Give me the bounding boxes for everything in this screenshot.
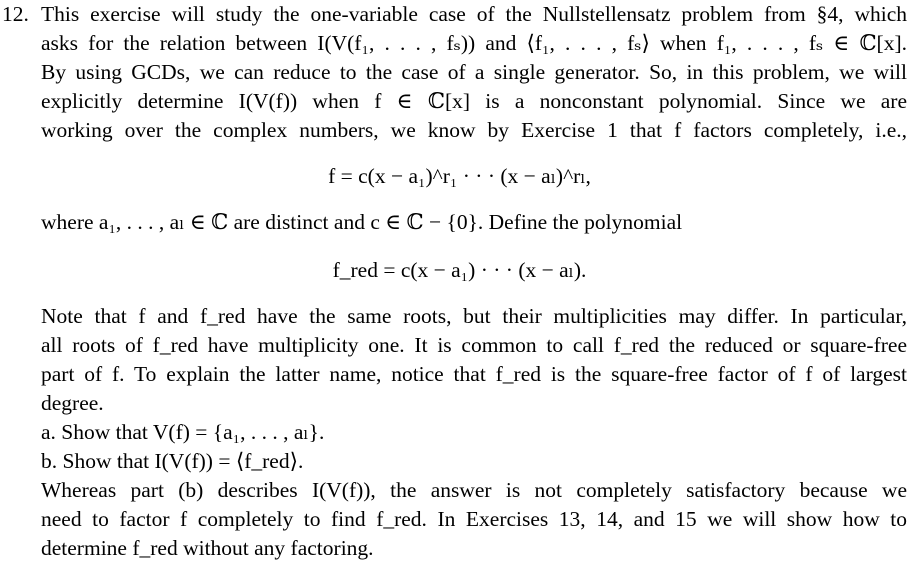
paragraph1-line-3: By using GCDs, we can reduce to the case of a single generator. So, in this problem, we will <box>41 60 907 84</box>
paragraph2-line-1: Note that f and f_red have the same roots, but their multiplicities may differ. In particular, <box>41 304 907 328</box>
paragraph3-line-2: need to factor f completely to find f_red. In Exercises 13, 14, and 15 we will show how to <box>41 507 907 531</box>
part-b: b. Show that I(V(f)) = ⟨f_red⟩. <box>41 449 304 473</box>
paragraph2-line-4: degree. <box>41 391 104 415</box>
paragraph2-line-2: all roots of f_red have multiplicity one. It is common to call f_red the reduced or square-free <box>41 333 907 357</box>
paragraph1-line-4: explicitly determine I(V(f)) when f ∈ ℂ[x] is a nonconstant polynomial. Since we are <box>41 89 907 113</box>
where-line: where a₁, . . . , aₗ ∈ ℂ are distinct and c ∈ ℂ − {0}. Define the polynomial <box>41 210 683 234</box>
equation-factorization: f = c(x − a₁)^r₁ · · · (x − aₗ)^rₗ, <box>328 164 591 188</box>
paragraph3-line-1: Whereas part (b) describes I(V(f)), the answer is not completely satisfactory because we <box>41 478 907 502</box>
paragraph1-line-5: working over the complex numbers, we know by Exercise 1 that f factors completely, i.e., <box>41 118 907 142</box>
paragraph3-line-3: determine f_red without any factoring. <box>41 536 374 560</box>
paragraph1-line-1: This exercise will study the one-variable case of the Nullstellensatz problem from §4, which <box>41 2 907 26</box>
exercise-number: 12. <box>2 2 29 26</box>
equation-f-red: f_red = c(x − a₁) · · · (x − aₗ). <box>332 258 587 282</box>
paragraph2-line-3: part of f. To explain the latter name, notice that f_red is the square-free factor of f of largest <box>41 362 907 386</box>
part-a: a. Show that V(f) = {a₁, . . . , aₗ}. <box>41 420 325 444</box>
paragraph1-line-2: asks for the relation between I(V(f₁, . . . , fₛ)) and ⟨f₁, . . . , fₛ⟩ when f₁, . . . , fₛ ∈ ℂ[x]. <box>41 31 907 55</box>
